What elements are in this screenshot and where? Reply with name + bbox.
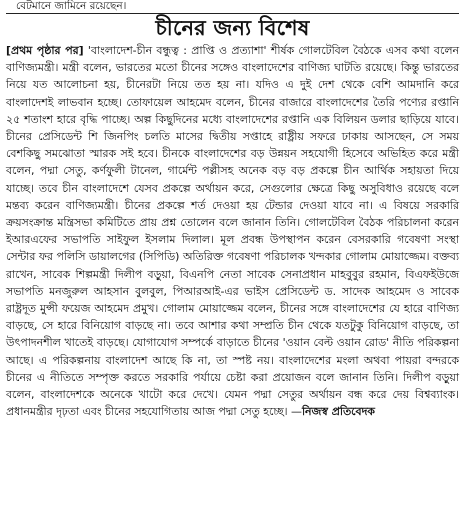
article-byline: নিজস্ব প্রতিবেদক bbox=[301, 405, 375, 419]
previous-article-fragment: বেটমানে জামিনে রয়েছেন। bbox=[16, 0, 127, 12]
article-headline: চীনের জন্য বিশেষ bbox=[155, 16, 310, 40]
continuation-marker: [প্রথম পৃষ্ঠার পর] bbox=[6, 44, 84, 57]
article-body bbox=[6, 42, 459, 420]
article-text: 'বাংলাদেশ-চীন বন্ধুত্ব : প্রাপ্তি ও প্রত্যাশা' শীর্ষক গোলটেবিল বৈঠকে এসব কথা বলেন বাণিজ্যমন্ত্রী। মন্ত্রী বলেন, ভারতের মতো চীনের সঙ্গেও বাংলাদেশের বাণিজ্য ঘাটতি রয়েছে। কিন্তু ভারতের নিয়ে যত আলোচনা হয়, চীনেরটা নিয়ে তত হয় না। যদিও এ দুই দেশ থেকে বেশি আমদানি করে বাংলাদেশই লাভবান হচ্ছে। তোফায়েল আহমেদ বলেন, চীনের বাজারে বাংলাদেশের তৈরি পণ্যের রপ্তানি ২৫ শতাংশ হারে বৃদ্ধি পাচ্ছে। অল্প কিছুদিনের মধ্যে বাংলাদেশের রপ্তানি এক বিলিয়ন ডলার ছাড়িয়ে যাবে। চীনের প্রেসিডেন্ট শি জিনপিং চলতি মাসের দ্বিতীয় সপ্তাহে রাষ্ট্রীয় সফরে ঢাকায় আসছেন, সে সময় বেশকিছু সমঝোতা স্মারক সই হবে। চীনকে বাংলাদেশের বড় উন্নয়ন সহযোগী হিসেবে অভিহিত করে মন্ত্রী বলেন, পদ্মা সেতু, কর্ণফুলী টানেল, গার্মেন্ট পল্লীসহ অনেক বড় বড় প্রকল্পে চীন আর্থিক সহায়তা দিয়ে যাচ্ছে। তবে চীন বাংলাদেশে যেসব প্রকল্পে অর্থায়ন করে, সেগুলোর ক্ষেত্রে কিছু অসুবিধাও রয়েছে বলে মন্তব্য করেন বাণিজ্যমন্ত্রী। চীনের প্রকল্পে শর্ত দেওয়া হয় টেন্ডার দেওয়া যাবে না। এ বিষয়ে সরকারি ক্রয়সংক্রান্ত মন্ত্রিসভা কমিটিতে প্রায় প্রশ্ন তোলেন বলে জানান তিনি। গোলটেবিল বৈঠক পরিচালনা করেন ইআরএফের সভাপতি সাইফুল ইসলাম দিলাল। মূল প্রবন্ধ উপস্থাপন করেন বেসরকারি গবেষণা সংস্থা সেন্টার ফর পলিসি ডায়ালগের (সিপিডি) অতিরিক্ত গবেষণা পরিচালক খন্দকার গোলাম মোয়াজ্জেম। বক্তব্য রাখেন, সাবেক শিল্পমন্ত্রী দিলীপ বড়ুয়া, বিএনপি নেতা সাবেক সেনাপ্রধান মাহবুবুর রহমান, বিএফইউজে সভাপতি মনজুরুল আহসান বুলবুল, পিআরআই-এর ভাইস প্রেসিডেন্ট ড. সাদেক আহমেদ ও সাবেক রাষ্ট্রদূত মুন্সী ফয়েজ আহমেদ প্রমুখ। গোলাম মোয়াজ্জেম বলেন, চীনের সঙ্গে বাংলাদেশের যে হারে বাণিজ্য বাড়ছে, সে হারে বিনিয়োগ বাড়ছে না। তবে আশার কথা সম্প্রতি চীন থেকে যতটুকু বিনিয়োগ বাড়ছে, তা উৎপাদনশীল খাতেই বাড়ছে। যোগাযোগ সম্পর্কে বাড়াতে চীনের 'ওয়ান বেল্ট ওয়ান রোড' নীতি পরিকল্পনা আছে। এ পরিকল্পনায় বাংলাদেশ আছে কি না, তা স্পষ্ট নয়। বাংলাদেশের মংলা অথবা পায়রা বন্দরকে চীনের এ নীতিতে সম্পৃক্ত করতে সরকারি পর্যায়ে চেষ্টা করা প্রয়োজন বলে জানান তিনি। দিলীপ বড়ুয়া বলেন, বাংলাদেশকে অনেকে খাটো করে দেখে। যেমন পদ্মা সেতুর অর্থায়ন বন্ধ করে দেয় বিশ্বব্যাংক। প্রধানমন্ত্রীর দৃঢ়তা এবং চীনের সহযোগিতায় আজ পদ্মা সেতু হচ্ছে। — bbox=[6, 44, 459, 419]
